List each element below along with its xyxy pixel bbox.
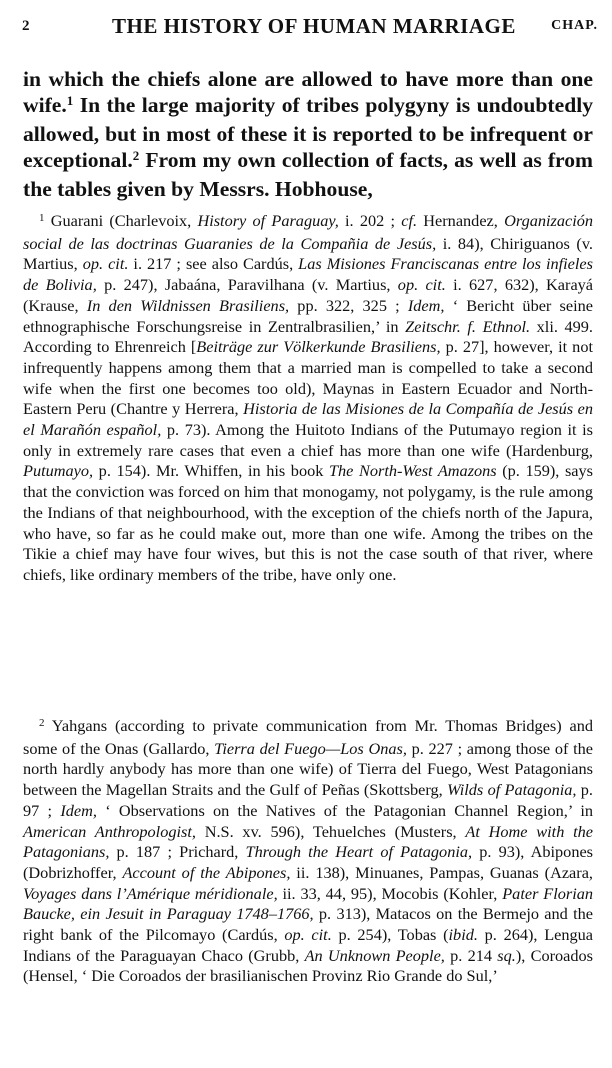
body-paragraph: [23, 66, 593, 202]
footnote-text: ‘ Observations on the Natives of the Patagonian Channel Region,’ in: [96, 800, 593, 820]
footnote-text: ii. 138), Minuanes, Pampas, Guanas (Azara,: [290, 862, 593, 882]
citation-title: History of Paraguay,: [197, 211, 339, 230]
citation-title: Wilds of Patagonia,: [447, 780, 577, 800]
footnote-text: p. 254), Tobas (: [331, 925, 449, 945]
citation-title: In den Wildnissen Brasiliens,: [86, 295, 290, 315]
citation-title: The North-West Amazons: [328, 461, 497, 481]
footnote-text: p. 154). Mr. Whiffen, in his book: [93, 461, 329, 481]
citation-title: Putumayo,: [23, 461, 94, 481]
footnote-2: [23, 716, 593, 987]
citation-title: op. cit.: [82, 254, 129, 274]
footnote-text: p. 214: [444, 945, 498, 965]
citation-title: Las Misiones Franciscanas entre los infieles de Bolivia,: [23, 254, 593, 295]
footnote-2-text: [23, 716, 593, 987]
body-text-segment: From my own collection of facts, as well as from the tables given by Messrs. Hobhouse,: [23, 148, 593, 201]
citation-title: Voyages dans l’Amérique méridionale,: [23, 883, 278, 903]
citation-title: Zeitschr. f. Ethnol.: [405, 316, 531, 336]
body-text-segment: In the large majority of tribes polygyny is undoubtedly allowed, but in most of these it is reported to be infrequent or exceptional.: [23, 93, 593, 172]
footnote-text: (p. 159), says that the conviction was forced on him that monogamy, not polygamy, is the rule among the Indians of that neighbourhood, with the exception of the chiefs north of the Japura, who have, so far as he could make out, more than one wife. Among the tribes on the Tikie a chief may have four wives, but this is not the case south of that river, where chiefs, like ordinary members of the tribe, have only one.: [23, 461, 594, 584]
citation-title: ibid.: [448, 925, 478, 945]
citation-title: Beiträge zur Völkerkunde Brasiliens,: [196, 337, 441, 357]
footnote-text: Yahgans (according to private communication from Mr. Thomas Bridges) and some of the Onas (Gallardo,: [23, 716, 593, 758]
citation-title: sq.: [497, 945, 516, 965]
citation-title: op. cit.: [284, 925, 332, 945]
footnote-text: Hernandez,: [417, 211, 505, 230]
running-title: THE HISTORY OF HUMAN MARRIAGE: [112, 14, 516, 38]
footnote-reference: 2: [132, 147, 140, 163]
footnote-text: xli. 499. According to Ehrenreich [: [23, 316, 593, 357]
footnote-reference: 1: [66, 92, 74, 108]
chapter-label: CHAP.: [551, 18, 598, 33]
footnote-text: i. 202 ;: [338, 211, 402, 230]
citation-title: Idem,: [407, 295, 445, 315]
citation-title: Account of the Abipones,: [122, 862, 291, 882]
citation-title: Historia de las Misiones de la Compañía de Jesús en el Marañón español,: [23, 399, 593, 440]
footnote-text: p. 227 ; among those of the north hardly anybody has more than one wife) of Tierra del Fuego, West Patagonians between the Magellan Straits and the Gulf of Peñas (Skottsberg,: [23, 738, 593, 800]
body-text-segment: in which the chiefs alone are allowed to have more than one wife.: [23, 67, 593, 117]
footnote-text: i. 84), Chiriguanos (v. Martius,: [23, 233, 593, 274]
footnote-text: N.S. xv. 596), Tehuelches (Musters,: [195, 821, 466, 841]
footnote-text: i. 217 ; see also Cardús,: [128, 254, 299, 274]
footnote-marker: 2: [39, 717, 45, 730]
footnote-text: p. 313), Matacos on the Bermejo and the right bank of the Pilcomayo (Cardús,: [23, 904, 593, 945]
footnote-1-text: [23, 211, 593, 586]
footnote-text: i. 627, 632), Karayá (Krause,: [23, 275, 594, 315]
footnote-text: ii. 33, 44, 95), Mocobis (Kohler,: [277, 883, 503, 903]
footnote-marker: 1: [39, 212, 45, 225]
footnote-text: p. 264), Lengua Indians of the Paraguayan Chaco (Grubb,: [23, 925, 594, 965]
footnote-text: Guarani (Charlevoix,: [44, 211, 198, 230]
citation-title: At Home with the Patagonians,: [23, 821, 593, 862]
footnote-text: p. 187 ; Prichard,: [109, 842, 246, 862]
citation-title: An Unknown People,: [304, 945, 445, 965]
footnote-text: p. 73). Among the Huitoto Indians of the Putumayo region it is only in extremely rare cases that even a chief has more than one wife (Hardenburg,: [23, 420, 593, 460]
footnote-text: p. 97 ;: [23, 780, 593, 820]
citation-title: Organización social de las doctrinas Guaranies de la Compañia de Jesús,: [23, 211, 594, 253]
citation-title: Idem,: [60, 800, 97, 820]
footnote-text: p. 27], however, it not infrequently happens among them that a married man is compelled to take a second wife when the first one becomes too old), Maynas in Eastern Ecuador and North-Eastern Peru (Chantre y Herrera,: [23, 337, 593, 419]
citation-title: Tierra del Fuego—Los Onas,: [214, 738, 407, 758]
footnote-text: p. 93), Abipones (Dobrizhoffer,: [23, 842, 594, 882]
page-header: [22, 14, 598, 40]
citation-title: American Anthropologist,: [23, 821, 196, 841]
footnote-text: p. 247), Jabaána, Paravilhana (v. Martius,: [96, 275, 398, 295]
citation-title: Through the Heart of Patagonia,: [245, 842, 473, 862]
footnote-text: ‘ Bericht über seine ethnographische Forschungsreise in Zentralbrasilien,’ in: [23, 295, 593, 336]
citation-title: Pater Florian Baucke, ein Jesuit in Paraguay 1748–1766,: [23, 883, 594, 924]
footnote-text: ), Coroados (Hensel, ‘ Die Coroados der brasilianischen Provinz Rio Grande do Sul,’: [23, 945, 594, 986]
page-number: 2: [22, 18, 30, 34]
footnote-1: [23, 211, 593, 586]
citation-title: op. cit.: [397, 275, 446, 295]
footnote-text: pp. 322, 325 ;: [289, 295, 408, 315]
citation-title: cf.: [401, 211, 418, 230]
